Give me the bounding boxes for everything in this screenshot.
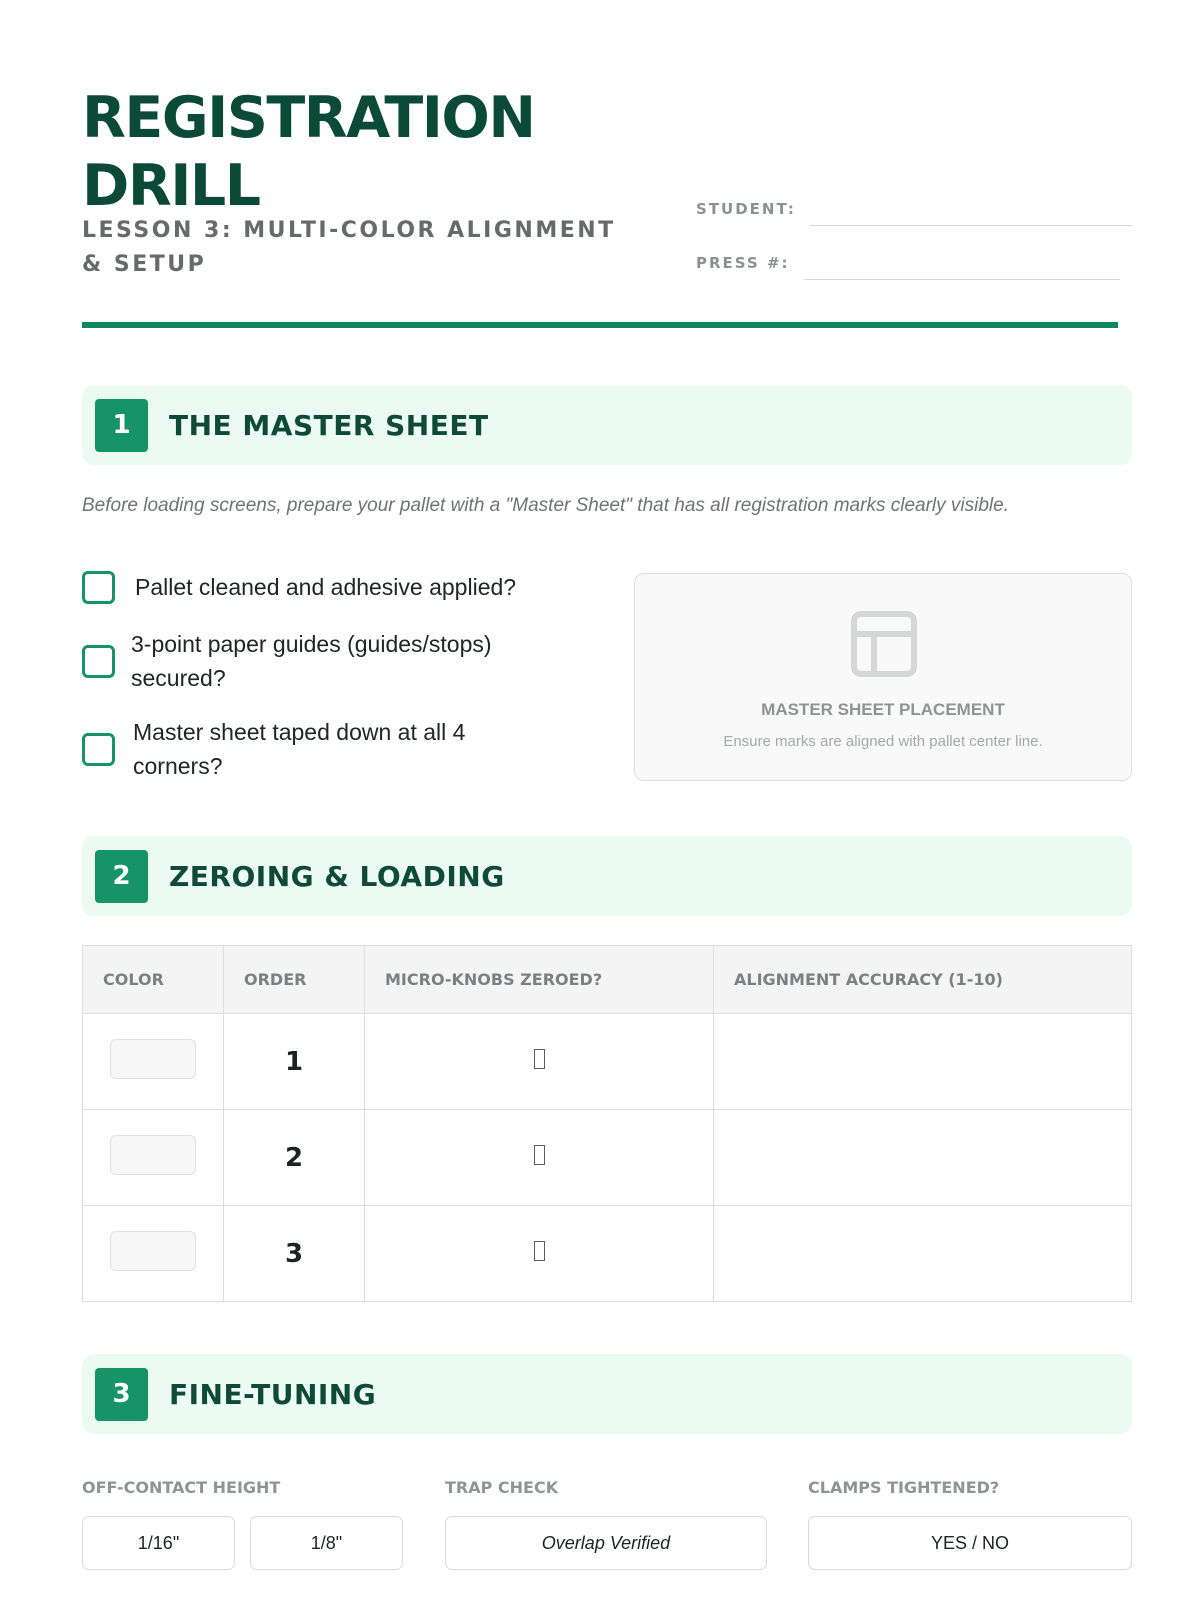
order-number: 1: [284, 1046, 304, 1077]
checklist-label: 3-point paper guides (guides/stops) secured?: [131, 631, 492, 691]
press-input-line[interactable]: [804, 244, 1120, 280]
column-header-knobs: MICRO-KNOBS ZEROED?: [365, 946, 714, 1014]
off-contact-option-1-16[interactable]: 1/16": [82, 1516, 235, 1570]
placement-title: MASTER SHEET PLACEMENT: [761, 700, 1005, 719]
order-cell: [224, 1110, 365, 1206]
color-swatch-input[interactable]: [110, 1231, 196, 1271]
section-title: FINE-TUNING: [169, 1377, 377, 1411]
table-row: [83, 1014, 1132, 1110]
section-number-badge: 3: [95, 1368, 148, 1421]
checklist-item[interactable]: [82, 627, 542, 695]
accuracy-cell[interactable]: [714, 1110, 1132, 1206]
checkbox[interactable]: [82, 645, 115, 678]
color-cell: [83, 1110, 224, 1206]
press-label: PRESS #:: [696, 254, 790, 272]
student-field: [696, 190, 1132, 226]
section-intro-text: Before loading screens, prepare your pallet with a "Master Sheet" that has all registration marks clearly visible.: [82, 495, 1009, 516]
column-header-order: ORDER: [224, 946, 365, 1014]
missing-glyph-box[interactable]: [534, 1145, 545, 1165]
table-header-row: [83, 946, 1132, 1014]
knobs-cell: [365, 1014, 714, 1110]
lesson-subtitle: LESSON 3: MULTI-COLOR ALIGNMENT & SETUP: [82, 218, 616, 277]
order-cell: [224, 1014, 365, 1110]
order-number: 3: [284, 1238, 304, 1269]
accuracy-cell[interactable]: [714, 1206, 1132, 1302]
clamps-label: CLAMPS TIGHTENED?: [808, 1478, 1000, 1497]
master-sheet-placement-card: [634, 573, 1132, 781]
color-cell: [83, 1206, 224, 1302]
checkbox[interactable]: [82, 571, 115, 604]
student-input-line[interactable]: [810, 190, 1132, 226]
trap-check-field[interactable]: Overlap Verified: [445, 1516, 767, 1570]
missing-glyph-box[interactable]: [534, 1049, 545, 1069]
section-title: ZEROING & LOADING: [169, 859, 505, 893]
worksheet-header: [82, 0, 1118, 330]
layout-icon: [850, 610, 918, 678]
knobs-cell: [365, 1206, 714, 1302]
checkbox[interactable]: [82, 733, 115, 766]
section-number-badge: 1: [95, 399, 148, 452]
section-header-fine-tuning: [82, 1354, 1132, 1434]
missing-glyph-box[interactable]: [534, 1241, 545, 1261]
column-header-accuracy: ALIGNMENT ACCURACY (1-10): [714, 946, 1132, 1014]
section-header-zeroing-loading: [82, 836, 1132, 916]
placement-note: Ensure marks are aligned with pallet center line.: [723, 733, 1043, 750]
knobs-cell: [365, 1110, 714, 1206]
zeroing-table: [82, 945, 1132, 1302]
trap-check-label: TRAP CHECK: [445, 1478, 559, 1497]
color-swatch-input[interactable]: [110, 1135, 196, 1175]
column-header-color: COLOR: [83, 946, 224, 1014]
accuracy-cell[interactable]: [714, 1014, 1132, 1110]
checklist-item[interactable]: [82, 715, 522, 783]
section-title: THE MASTER SHEET: [169, 408, 489, 442]
section-number-badge: 2: [95, 850, 148, 903]
checklist-label: Pallet cleaned and adhesive applied?: [135, 574, 517, 600]
page-title: REGISTRATION DRILL: [82, 85, 535, 219]
clamps-field[interactable]: YES / NO: [808, 1516, 1132, 1570]
press-field: [696, 244, 1132, 280]
off-contact-option-1-8[interactable]: 1/8": [250, 1516, 403, 1570]
order-cell: [224, 1206, 365, 1302]
checklist-label: Master sheet taped down at all 4 corners?: [133, 719, 466, 779]
section-header-master-sheet: [82, 385, 1132, 465]
header-divider: [82, 322, 1118, 328]
table-row: [83, 1206, 1132, 1302]
checklist-item[interactable]: [82, 570, 562, 604]
color-cell: [83, 1014, 224, 1110]
color-swatch-input[interactable]: [110, 1039, 196, 1079]
off-contact-label: OFF-CONTACT HEIGHT: [82, 1478, 281, 1497]
table-row: [83, 1110, 1132, 1206]
student-label: STUDENT:: [696, 200, 796, 218]
order-number: 2: [284, 1142, 304, 1173]
